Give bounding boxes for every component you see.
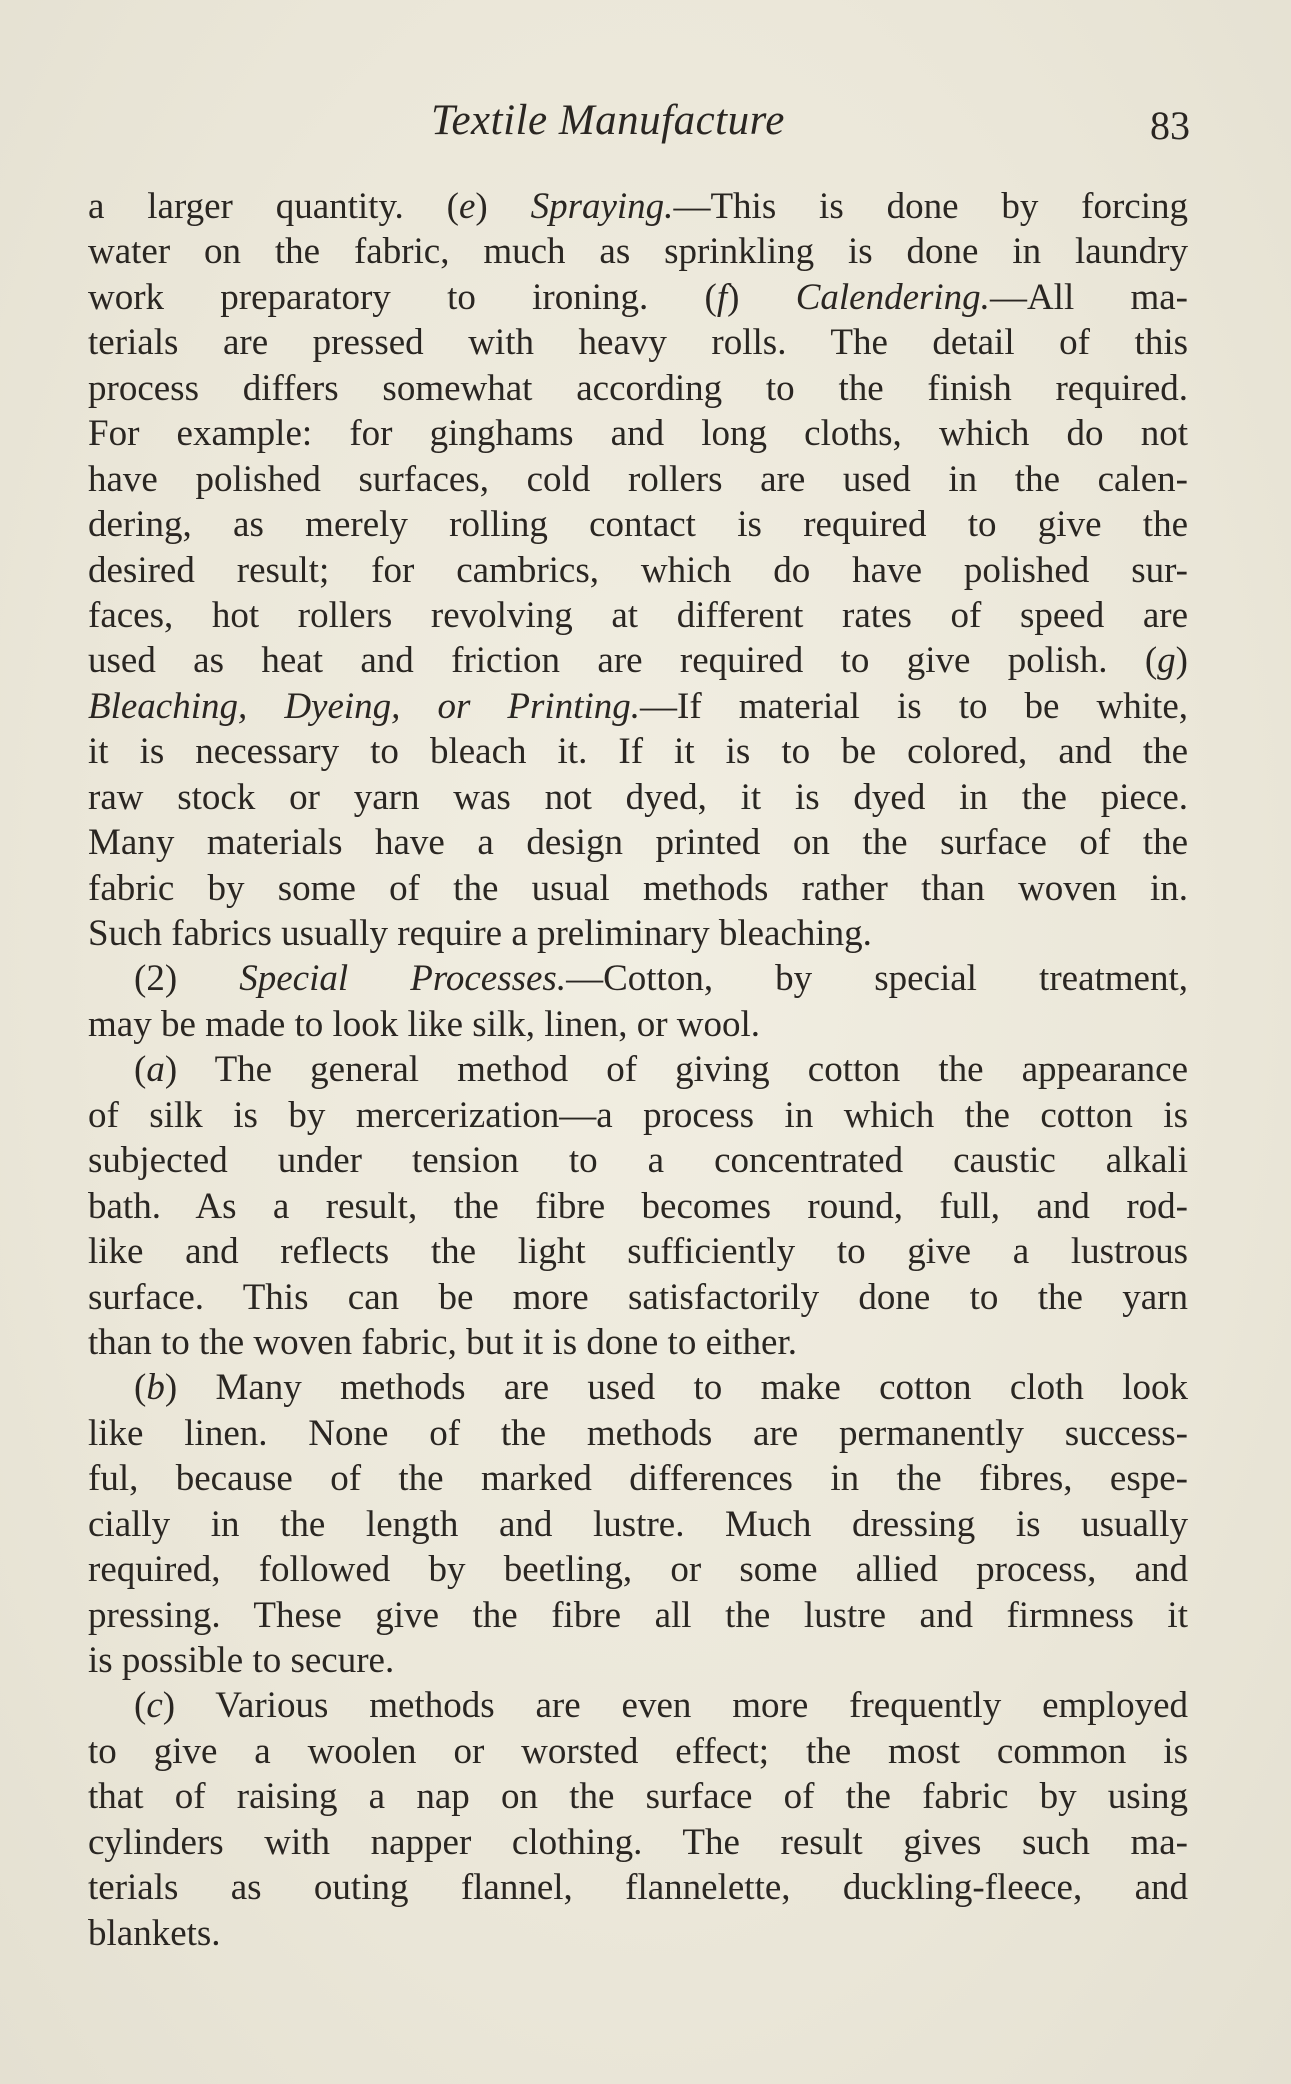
text-run: ful, because of the marked differences in the fibres, espe- [88, 1458, 1188, 1500]
text-line [88, 457, 1188, 502]
text-line [88, 1547, 1188, 1592]
text-run: ) Many methods are used to make cotton cloth look [164, 1367, 1188, 1409]
text-run: Many materials have a design printed on the surface of the [88, 822, 1188, 864]
text-line [88, 1729, 1188, 1774]
text-run: may be made to look like silk, linen, or wool. [88, 1003, 761, 1045]
text-run: faces, hot rollers revolving at different rates of speed are [88, 594, 1188, 636]
page-header [88, 96, 1188, 156]
text-run: ( [134, 1685, 147, 1727]
text-run: is possible to secure. [88, 1640, 395, 1681]
text-line [88, 866, 1188, 911]
text-run: —If material is to be white, [640, 685, 1188, 727]
text-line [88, 1638, 1188, 1683]
text-run: like and reflects the light sufficiently to give a lustrous [88, 1231, 1188, 1273]
text-run: water on the fabric, much as sprinkling is done in laundry [88, 231, 1188, 273]
text-run: a larger quantity. ( [88, 186, 459, 227]
text-line [88, 1456, 1188, 1501]
text-run: ( [134, 1049, 147, 1091]
text-run: of silk is by mercerization—a process in which the cotton is [88, 1094, 1188, 1136]
text-line [88, 411, 1188, 456]
text-run: to give a woolen or worsted effect; the most common is [88, 1730, 1188, 1772]
text-line [88, 502, 1188, 547]
text-run: ) [475, 186, 531, 227]
text-line [88, 593, 1188, 638]
text-line [88, 1411, 1188, 1456]
text-run: raw stock or yarn was not dyed, it is dyed in the piece. [88, 776, 1188, 818]
text-line [88, 229, 1188, 274]
text-run: ) The general method of giving cotton the appearance [164, 1049, 1188, 1091]
text-line [88, 320, 1188, 365]
italic-text-run: c [146, 1685, 163, 1727]
text-run: like linen. None of the methods are permanently success- [88, 1412, 1188, 1454]
text-run: blankets. [88, 1912, 221, 1954]
text-line [88, 1820, 1188, 1865]
italic-text-run: b [146, 1367, 165, 1409]
italic-text-run: a [146, 1049, 165, 1091]
text-line [88, 1275, 1188, 1320]
text-run: it is necessary to bleach it. If it is to be colored, and the [88, 731, 1188, 773]
italic-text-run: e [458, 186, 476, 227]
text-line [88, 184, 1188, 229]
text-run: surface. This can be more satisfactorily done to the yarn [88, 1276, 1188, 1318]
text-run: cially in the length and lustre. Much dressing is usually [88, 1503, 1188, 1545]
text-run: terials as outing flannel, flannelette, duckling-fleece, and [88, 1867, 1188, 1909]
text-line [88, 1184, 1188, 1229]
italic-text-run: g [1157, 640, 1176, 682]
text-line [88, 684, 1188, 729]
text-run: pressing. These give the fibre all the lustre and firmness it [88, 1594, 1188, 1636]
text-line [88, 1229, 1188, 1274]
text-line [88, 1320, 1188, 1365]
text-run: dering, as merely rolling contact is required to give the [88, 504, 1188, 546]
text-line [88, 366, 1188, 411]
text-run: required, followed by beetling, or some allied process, and [88, 1549, 1188, 1591]
text-line [88, 1093, 1188, 1138]
body-text [88, 184, 1188, 1956]
text-run: cylinders with napper clothing. The result gives such ma- [88, 1821, 1188, 1863]
text-run: —This is done by forcing [673, 186, 1189, 227]
text-run: terials are pressed with heavy rolls. The detail of this [88, 322, 1188, 364]
text-line [88, 775, 1188, 820]
text-run: desired result; for cambrics, which do have polished sur- [88, 549, 1188, 591]
text-line [88, 1865, 1188, 1910]
text-run: ) Various methods are even more frequently employed [162, 1685, 1188, 1727]
text-line [88, 956, 1188, 1001]
text-run: than to the woven fabric, but it is done to either. [88, 1321, 797, 1363]
text-run: subjected under tension to a concentrated caustic alkali [88, 1140, 1188, 1182]
text-run: Such fabrics usually require a preliminary bleaching. [88, 913, 872, 954]
text-run: ( [134, 1367, 147, 1409]
text-run: For example: for ginghams and long cloths, which do not [88, 413, 1188, 455]
text-run: ) [727, 276, 796, 318]
text-line [88, 1683, 1188, 1728]
italic-text-run: Bleaching, Dyeing, or Printing. [88, 685, 641, 727]
text-line [88, 1138, 1188, 1183]
italic-text-run: Calendering. [795, 276, 990, 318]
text-run: have polished surfaces, cold rollers are used in the calen- [88, 458, 1188, 500]
text-line [88, 729, 1188, 774]
text-line [88, 1911, 1188, 1956]
text-line [88, 820, 1188, 865]
text-line [88, 1774, 1188, 1819]
text-run: —Cotton, by special treatment, [566, 958, 1189, 1000]
running-title: Textile Manufacture [431, 97, 785, 144]
text-line [88, 1593, 1188, 1638]
text-run: ) [1175, 640, 1188, 682]
page-number: 83 [1150, 103, 1190, 148]
text-run: used as heat and friction are required to give polish. ( [88, 640, 1158, 682]
text-line [88, 275, 1188, 320]
text-line [88, 1502, 1188, 1547]
text-run: that of raising a nap on the surface of the fabric by using [88, 1776, 1188, 1818]
italic-text-run: Spraying. [530, 186, 674, 227]
text-line [88, 911, 1188, 956]
text-run: fabric by some of the usual methods rather than woven in. [88, 867, 1188, 909]
text-run: bath. As a result, the fibre becomes round, full, and rod- [88, 1185, 1188, 1227]
text-line [88, 1002, 1188, 1047]
text-line [88, 1047, 1188, 1092]
italic-text-run: Special Processes. [239, 958, 567, 1000]
text-run: —All ma- [989, 276, 1188, 318]
text-run: (2) [134, 958, 240, 1000]
text-run: process differs somewhat according to the finish required. [88, 367, 1188, 409]
text-run: work preparatory to ironing. ( [88, 276, 717, 318]
text-line [88, 1365, 1188, 1410]
text-line [88, 548, 1188, 593]
italic-text-run: f [716, 276, 728, 318]
text-line [88, 638, 1188, 683]
